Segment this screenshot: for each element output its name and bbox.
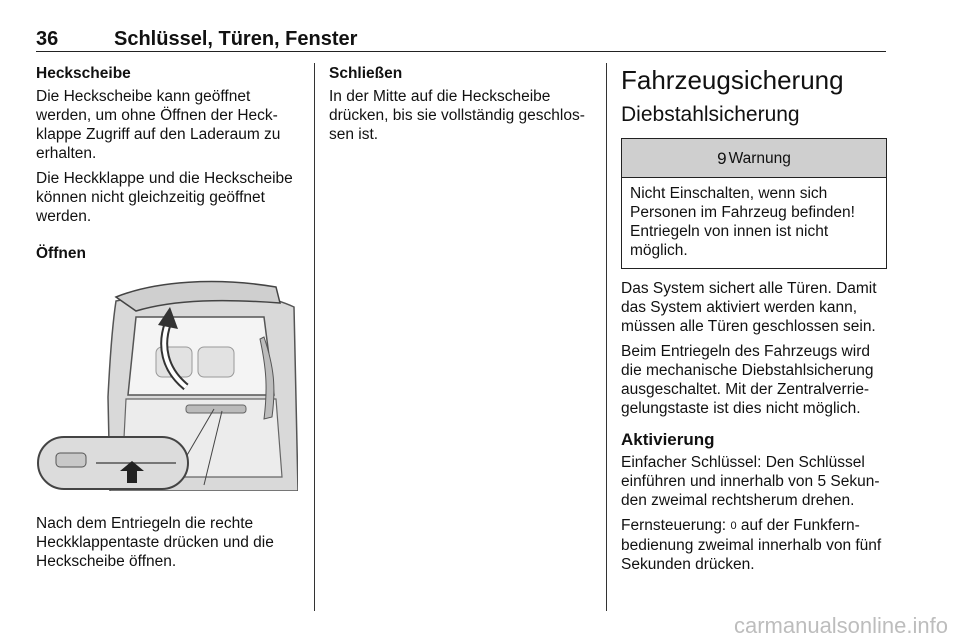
column-right bbox=[621, 64, 887, 580]
warning-text: Nicht Einschalten, wenn sich Personen im Fahrzeug befinden! Entriegeln von innen ist nicht möglich. bbox=[630, 185, 855, 259]
subsection-heading: Öffnen bbox=[36, 245, 86, 262]
paragraph-end: auf der Funkfern-bedienung zweimal innerhalb von fünf Sekunden drücken. bbox=[621, 517, 882, 573]
paragraph-start: Fernsteuerung: bbox=[621, 517, 731, 534]
warning-header bbox=[622, 139, 886, 178]
tailgate-window-illustration bbox=[36, 277, 298, 491]
chapter-section-title: Fahrzeugsicherung bbox=[621, 65, 844, 95]
watermark: carmanualsonline.info bbox=[733, 613, 948, 638]
section-subtitle: Diebstahlsicherung bbox=[621, 103, 800, 126]
column-left bbox=[36, 64, 302, 577]
lock-button-icon: 0 bbox=[730, 520, 737, 532]
page-header bbox=[36, 28, 886, 52]
paragraph: Die Heckscheibe kann geöffnet werden, um ohne Öffnen der Heck-klappe Zugriff auf den Laderaum zu erhalten. bbox=[36, 88, 281, 162]
paragraph: Einfacher Schlüssel: Den Schlüssel einführen und innerhalb von 5 Sekun-den zweimal rechtsherum drehen. bbox=[621, 454, 880, 509]
paragraph: Beim Entriegeln des Fahrzeugs wird die mechanische Diebstahlsicherung ausgeschaltet. Mit der Zentralverrie-gelungstaste ist dies nicht möglich. bbox=[621, 343, 874, 417]
warning-icon: 9 bbox=[717, 148, 727, 168]
column-middle bbox=[329, 64, 593, 150]
header-rule bbox=[36, 51, 886, 52]
page-number: 36 bbox=[36, 28, 59, 50]
chapter-title: Schlüssel, Türen, Fenster bbox=[114, 28, 358, 50]
paragraph: Nach dem Entriegeln die rechte Heckklappentaste drücken und die Heckscheibe öffnen. bbox=[36, 515, 274, 570]
paragraph bbox=[621, 516, 887, 574]
column-divider bbox=[606, 63, 607, 611]
column-divider bbox=[314, 63, 315, 611]
section-heading: Schließen bbox=[329, 65, 403, 82]
paragraph: In der Mitte auf die Heckscheibe drücken, bis sie vollständig geschlos-sen ist. bbox=[329, 88, 585, 143]
paragraph: Das System sichert alle Türen. Damit das System aktiviert werden kann, müssen alle Türen geschlossen sein. bbox=[621, 280, 877, 335]
section-heading: Heckscheibe bbox=[36, 65, 131, 82]
warning-title: Warnung bbox=[728, 149, 791, 167]
warning-box bbox=[621, 138, 887, 269]
paragraph: Die Heckklappe und die Heckscheibe können nicht gleichzeitig geöffnet werden. bbox=[36, 170, 293, 225]
section-heading: Aktivierung bbox=[621, 430, 715, 449]
